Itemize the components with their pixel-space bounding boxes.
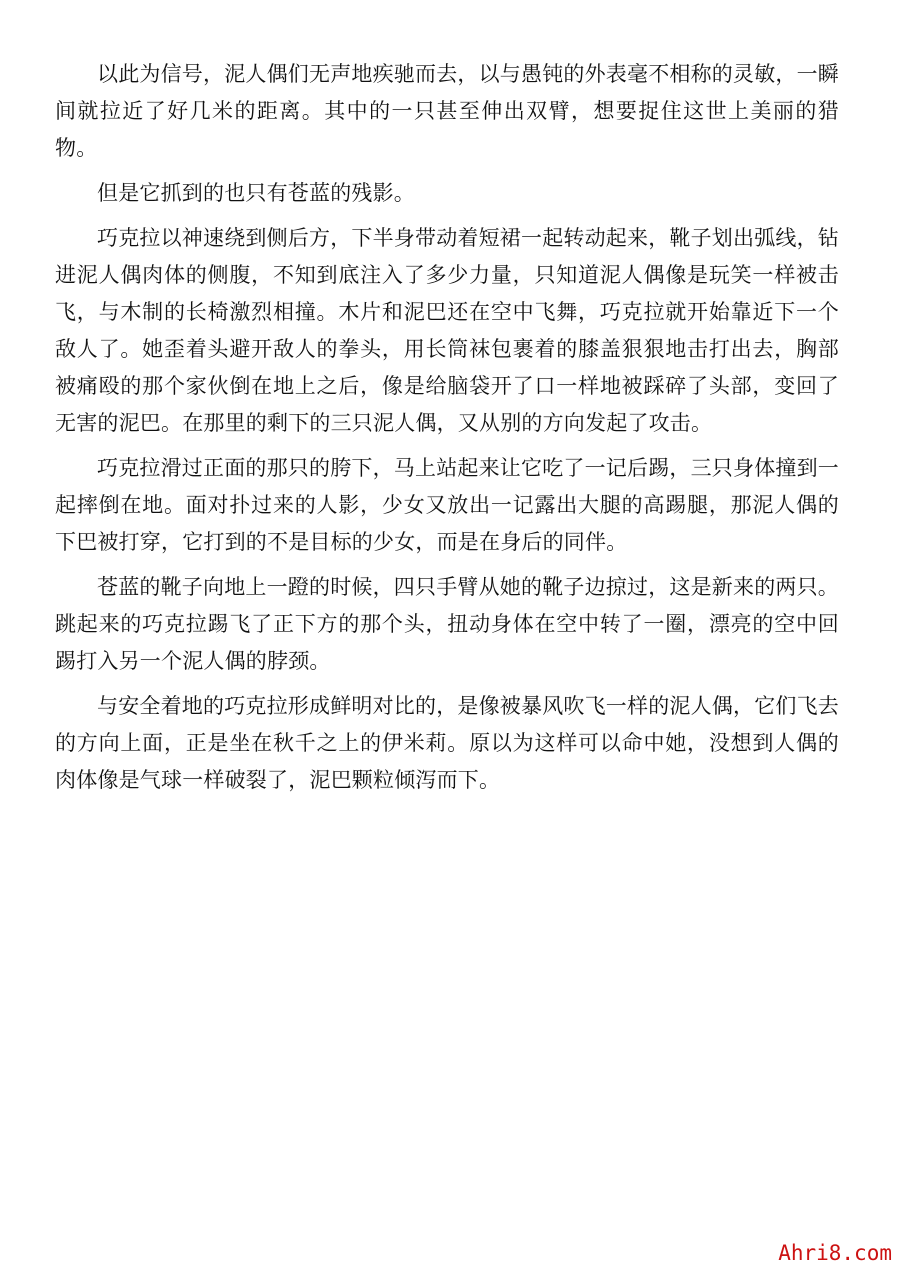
- paragraph-2: 但是它抓到的也只有苍蓝的残影。: [97, 181, 415, 205]
- document-page: [55, 56, 839, 807]
- paragraph-4: 巧克拉滑过正面的那只的胯下，马上站起来让它吃了一记后踢，三只身体撞到一起摔倒在地。面对扑过来的人影，少女又放出一记露出大腿的高踢腿，那泥人偶的下巴被打穿，它打到的不是目标的少女，而是在身后的同伴。: [55, 456, 839, 554]
- paragraph-6: 与安全着地的巧克拉形成鲜明对比的，是像被暴风吹飞一样的泥人偶，它们飞去的方向上面，正是坐在秋千之上的伊米莉。原以为这样可以命中她，没想到人偶的肉体像是气球一样破裂了，泥巴颗粒倾泻而下。: [55, 694, 839, 792]
- watermark-link[interactable]: Ahri8.com: [778, 1241, 892, 1265]
- paragraph-1: 以此为信号，泥人偶们无声地疾驰而去，以与愚钝的外表毫不相称的灵敏，一瞬间就拉近了好几米的距离。其中的一只甚至伸出双臂，想要捉住这世上美丽的猎物。: [55, 62, 839, 160]
- paragraph-5: 苍蓝的靴子向地上一蹬的时候，四只手臂从她的靴子边掠过，这是新来的两只。跳起来的巧克拉踢飞了正下方的那个头，扭动身体在空中转了一圈，漂亮的空中回踢打入另一个泥人偶的脖颈。: [55, 575, 839, 673]
- paragraph-3: 巧克拉以神速绕到侧后方，下半身带动着短裙一起转动起来，靴子划出弧线，钻进泥人偶肉体的侧腹，不知到底注入了多少力量，只知道泥人偶像是玩笑一样被击飞，与木制的长椅激烈相撞。木片和泥巴还在空中飞舞，巧克拉就开始靠近下一个敌人了。她歪着头避开敌人的拳头，用长筒袜包裹着的膝盖狠狠地击打出去，胸部被痛殴的那个家伙倒在地上之后，像是给脑袋开了口一样地被踩碎了头部，变回了无害的泥巴。在那里的剩下的三只泥人偶，又从别的方向发起了攻击。: [55, 226, 839, 435]
